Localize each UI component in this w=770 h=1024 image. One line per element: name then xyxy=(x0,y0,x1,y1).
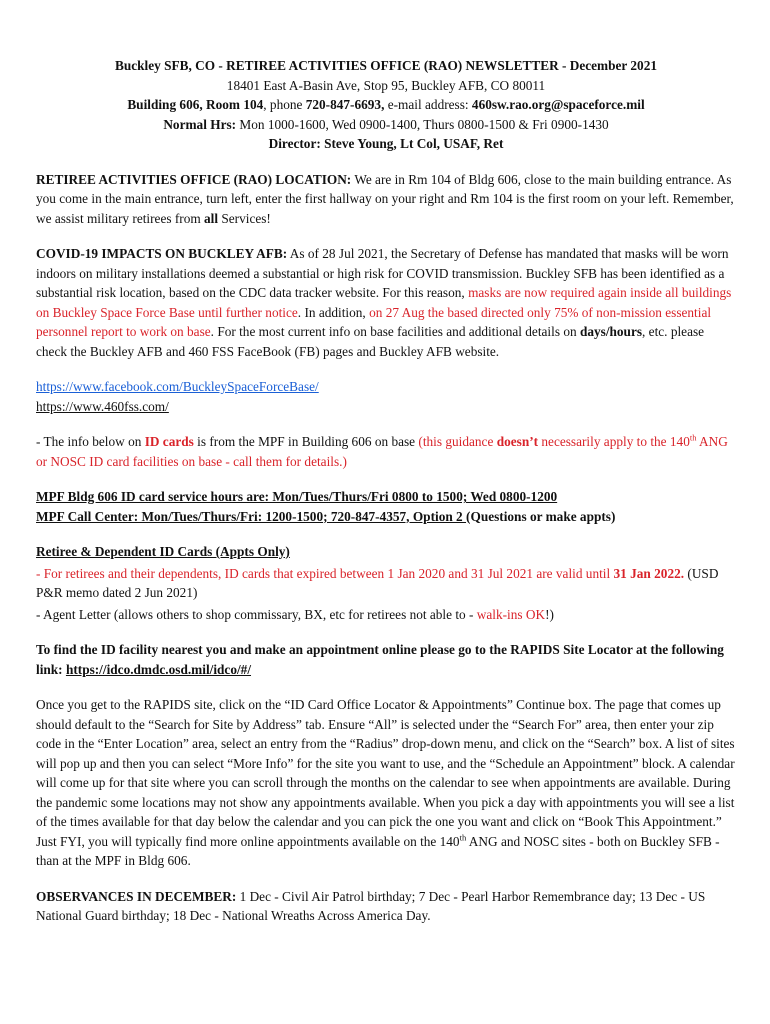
covid-text-1: As of 28 Jul 2021, the Secretary of Defense has mandated that masks will be worn indoors on military installations deemed a substantial or high risk for COVID transmission. Buckley SFB has been identified as a substantial risk location, based on the CDC data tracker website. For this reason, xyxy=(36,246,729,300)
location-text-1: We are in Rm 104 of Bldg 606, close to the main building entrance. As you come in the main entrance, turn left, enter the first hallway on your right and Rm 104 is the first room on your left. Remember, we assist military retirees from xyxy=(36,171,734,226)
hours-text: Mon 1000-1600, Wed 0900-1400, Thurs 0800-1500 & Fri 0900-1430 xyxy=(236,116,609,132)
newsletter-title: Buckley SFB, CO - RETIREE ACTIVITIES OFFICE (RAO) NEWSLETTER - December 2021 xyxy=(114,58,658,73)
covid-bold: days/hours xyxy=(579,324,643,339)
rapids-instructions-text-1: Once you get to the RAPIDS site, click on the “ID Card Office Locator & Appointments” Continue box. The page that comes up should default to the “Search for Site by Address” tab. Ensure “All” is selected under the “Search For” area, then enter your zip code in the “Enter Location” area, select an entry from the “Radius” drop-down menu, and click on the “Search” box. A list of sites will pop up and then you can select “More Info” for the site you want to use, and the “Schedule an Appointment” block. A calendar will come up for that site where you can scroll through the months on the calendar to see when appointments are available. During the pandemic some locations may not show any appointments available. When you pick a day with appointments you will see a list of the times available for that day below the calendar and you can pick the one you want and click on “Book This Appointment.” Just FYI, you will typically find more online appointments available on the 140 xyxy=(36,697,735,849)
fss-link[interactable]: https://www.460fss.com/ xyxy=(36,398,169,414)
id-cards-emphasis: ID cards xyxy=(144,434,194,449)
observances-heading: OBSERVANCES IN DECEMBER: xyxy=(36,888,237,904)
retiree-id-expiry: 31 Jan 2022. xyxy=(613,565,685,581)
rapids-link[interactable]: https://idco.dmdc.osd.mil/idco/#/ xyxy=(65,661,252,677)
id-info-sup: th xyxy=(689,432,697,443)
mpf-call-center-tail: (Questions or make appts) xyxy=(466,508,616,524)
retiree-id-item-2-tail: !) xyxy=(545,606,554,622)
email-address[interactable]: 460sw.rao.org@spaceforce.mil xyxy=(471,97,645,112)
links-block xyxy=(36,377,736,416)
retiree-id-item-1 xyxy=(36,564,736,603)
retiree-id-heading: Retiree & Dependent ID Cards (Appts Only) xyxy=(36,544,290,559)
rapids-text: To find the ID facility nearest you and make an appointment online please go to the RAPIDS Site Locator at the following link: xyxy=(36,642,724,677)
office-address: 18401 East A-Basin Ave, Stop 95, Buckley AFB, CO 80011 xyxy=(226,77,546,93)
id-info-doesnt: doesn’t xyxy=(496,434,539,449)
covid-text-4: , etc. please check the Buckley AFB and 460 FSS FaceBook (FB) pages and Buckley AFB website. xyxy=(36,324,705,359)
covid-heading: COVID-19 IMPACTS ON BUCKLEY AFB: xyxy=(36,246,288,261)
rapids-instructions xyxy=(36,695,736,871)
newsletter-header xyxy=(36,56,736,154)
retiree-id-item-2-text: - Agent Letter (allows others to shop commissary, BX, etc for retirees not able to - xyxy=(36,606,477,622)
retiree-id-item-1-text: - For retirees and their dependents, ID cards that expired between 1 Jan 2020 and 31 Jul 2021 are valid until xyxy=(36,565,614,581)
contact-line xyxy=(36,95,736,115)
covid-text-2: . In addition, xyxy=(297,304,370,320)
hours-label: Normal Hrs: xyxy=(163,116,237,132)
rapids-section xyxy=(36,640,736,679)
facebook-link[interactable]: https://www.facebook.com/BuckleySpaceForceBase/ xyxy=(36,379,319,394)
id-info-note xyxy=(36,432,736,471)
location-bold: all xyxy=(204,210,219,226)
mpf-service-hours: MPF Bldg 606 ID card service hours are: Mon/Tues/Thurs/Fri 0800 to 1500; Wed 0800-1200 xyxy=(36,489,558,504)
location-text-2: Services! xyxy=(218,210,271,226)
phone-number: 720-847-6693, xyxy=(305,97,385,112)
observances-text: 1 Dec - Civil Air Patrol birthday; 7 Dec - Pearl Harbor Remembrance day; 13 Dec - US National Guard birthday; 18 Dec - National Wreaths Across America Day. xyxy=(36,888,706,923)
mpf-call-center-line xyxy=(36,507,736,527)
building-room: Building 606, Room 104 xyxy=(127,97,264,112)
mpf-call-center: MPF Call Center: Mon/Tues/Thurs/Fri: 1200-1500; 720-847-4357, Option 2 xyxy=(36,508,467,524)
covid-section xyxy=(36,244,736,361)
email-label: e-mail address: xyxy=(384,97,472,112)
covid-personnel-notice: on 27 Aug the based directed only 75% of non-mission essential personnel report to work on base xyxy=(36,304,712,339)
walk-ins-ok: walk-ins OK xyxy=(476,606,546,622)
phone-label: , phone xyxy=(263,97,306,112)
location-heading: RETIREE ACTIVITIES OFFICE (RAO) LOCATION: xyxy=(36,171,352,187)
director-line: Director: Steve Young, Lt Col, USAF, Ret xyxy=(268,136,504,151)
retiree-id-item-2 xyxy=(36,605,736,625)
id-info-red-1: (this guidance xyxy=(418,434,497,449)
hours-line xyxy=(36,115,736,135)
id-info-text-2: is from the MPF in Building 606 on base xyxy=(193,434,419,449)
observances-section xyxy=(36,887,736,926)
mpf-hours-block xyxy=(36,487,736,526)
location-section xyxy=(36,170,736,229)
rapids-instructions-text-2: ANG and NOSC sites - both on Buckley SFB - than at the MPF in Bldg 606. xyxy=(36,833,720,868)
covid-text-3: . For the most current info on base facilities and additional details on xyxy=(210,324,580,339)
id-info-red-2: necessarily apply to the 140 xyxy=(538,434,690,449)
retiree-id-section xyxy=(36,542,736,624)
rapids-instructions-sup: th xyxy=(459,832,467,843)
id-info-text-1: - The info below on xyxy=(36,434,145,449)
covid-mask-notice: masks are now required again inside all buildings on Buckley Space Force Base until further notice xyxy=(36,285,732,320)
retiree-id-item-1-tail: (USD P&R memo dated 2 Jun 2021) xyxy=(36,565,719,600)
id-info-red-3: ANG or NOSC ID card facilities on base - call them for details.) xyxy=(36,434,728,469)
